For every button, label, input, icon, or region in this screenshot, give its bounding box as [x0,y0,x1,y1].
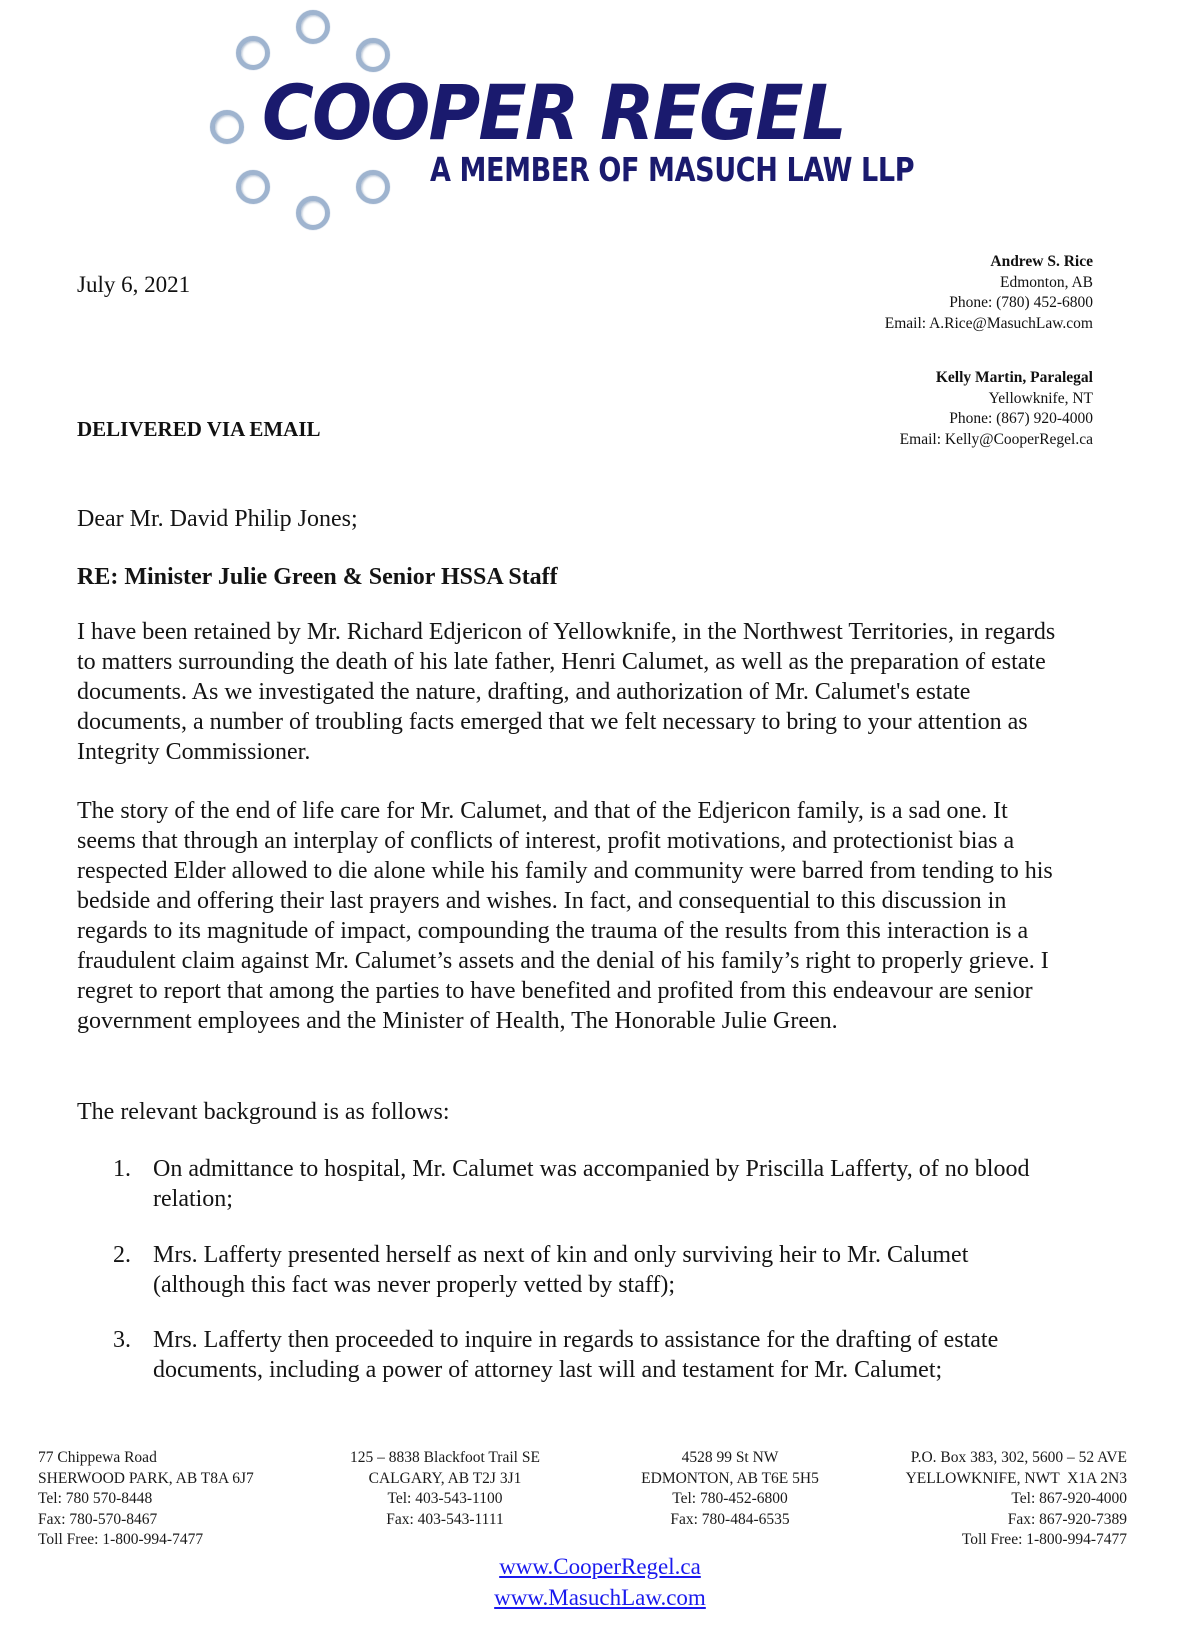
body-paragraph: I have been retained by Mr. Richard Edjericon of Yellowknife, in the Northwest Territories, in regards to matters surrounding the death of his late father, Henri Calumet, as well as the preparation of estate documents. As we investigated the nature, drafting, and authorization of Mr. Calumet's estate documents, a number of troubling facts emerged that we felt necessary to bring to your attention as Integrity Commissioner. [77,619,1056,765]
contact-location: Yellowknife, NT [988,389,1093,407]
office-fax: Fax: 867-920-7389 [1007,1510,1127,1528]
firm-tagline: A MEMBER OF MASUCH LAW LLP [430,150,915,189]
list-item [77,1325,1053,1385]
office-city: SHERWOOD PARK, AB T8A 6J7 [38,1469,254,1487]
office-city: EDMONTON, AB T6E 5H5 [641,1469,819,1487]
letterhead-logo [200,0,930,240]
background-intro: The relevant background is as follows: [77,1099,450,1125]
salutation: Dear Mr. David Philip Jones; [77,506,358,532]
contact-location: Edmonton, AB [999,273,1093,291]
office-address: 4528 99 St NW [681,1449,779,1466]
ring-circle-icon [236,170,270,204]
ring-circle-icon [356,170,390,204]
list-item-text: Mrs. Lafferty presented herself as next of kin and only surviving heir to Mr. Calumet (although this fact was never properly vetted by staff); [153,1242,969,1298]
cooperregel-link[interactable]: www.CooperRegel.ca [499,1554,701,1579]
office-fax: Fax: 780-570-8467 [38,1510,158,1528]
firm-name: COOPER REGEL [262,68,845,157]
ring-circle-icon [210,110,244,144]
contact-name: Andrew S. Rice [990,253,1093,270]
office-yellowknife [906,1448,1127,1551]
subject-line: RE: Minister Julie Green & Senior HSSA Staff [77,564,558,590]
office-city: YELLOWKNIFE, NWT X1A 2N3 [905,1469,1127,1487]
office-sherwood-park [38,1448,254,1551]
list-item [77,1240,1053,1300]
office-calgary [300,1448,590,1530]
background-list [77,1240,1077,1300]
office-fax: Fax: 403-543-1111 [386,1510,504,1528]
contact-email: Email: Kelly@CooperRegel.ca [899,430,1093,448]
masuchlaw-link[interactable]: www.MasuchLaw.com [494,1585,706,1610]
office-tel: Tel: 867-920-4000 [1011,1490,1127,1507]
list-number: 3. [113,1327,131,1353]
office-address: 125 – 8838 Blackfoot Trail SE [350,1449,540,1466]
body-paragraph: The story of the end of life care for Mr. Calumet, and that of the Edjericon family, is a sad one. It seems that through an interplay of conflicts of interest, profit motivations, and protectionist bias a respected Elder allowed to die alone while his family and community were barred from tending to his bedside and offering their last prayers and wishes. In fact, and consequential to this discussion in regards to its magnitude of impact, compounding the trauma of the results from this interaction is a fraudulent claim against Mr. Calumet’s assets and the denial of his family’s right to properly grieve. I regret to report that among the parties to have benefited and profited from this endeavour are senior government employees and the Minister of Health, The Honorable Julie Green. [77,798,1053,1034]
contact-name: Kelly Martin, Paralegal [935,369,1093,386]
contact-block-kelly-martin [900,368,1093,450]
ring-circle-icon [296,10,330,44]
office-tollfree: Toll Free: 1-800-994-7477 [38,1531,204,1548]
background-list [77,1325,1077,1385]
office-city: CALGARY, AB T2J 3J1 [368,1469,522,1487]
letter-date: July 6, 2021 [77,272,191,297]
contact-block-andrew-rice [885,252,1093,334]
ring-circle-icon [296,196,330,230]
list-number: 1. [113,1156,131,1182]
office-tel: Tel: 780 570-8448 [38,1490,153,1507]
office-tel: Tel: 403-543-1100 [387,1490,503,1507]
list-item [77,1154,1053,1214]
office-fax: Fax: 780-484-6535 [670,1510,790,1528]
office-address: P.O. Box 383, 302, 5600 – 52 AVE [910,1449,1127,1466]
background-list [77,1154,1077,1214]
office-address: 77 Chippewa Road [38,1449,157,1466]
delivery-method: DELIVERED VIA EMAIL [77,417,321,441]
contact-phone: Phone: (780) 452-6800 [949,294,1093,311]
list-number: 2. [113,1242,131,1268]
list-item-text: Mrs. Lafferty then proceeded to inquire in regards to assistance for the drafting of estate documents, including a power of attorney last will and testament for Mr. Calumet; [153,1327,999,1383]
office-tollfree: Toll Free: 1-800-994-7477 [961,1531,1127,1548]
list-item-text: On admittance to hospital, Mr. Calumet was accompanied by Priscilla Lafferty, of no blood relation; [153,1156,1030,1212]
ring-circle-icon [236,36,270,70]
footer-links [0,1551,1200,1613]
office-tel: Tel: 780-452-6800 [672,1490,788,1507]
office-edmonton [600,1448,860,1530]
ring-circle-icon [356,38,390,72]
contact-email: Email: A.Rice@MasuchLaw.com [884,314,1093,332]
contact-phone: Phone: (867) 920-4000 [949,410,1093,427]
